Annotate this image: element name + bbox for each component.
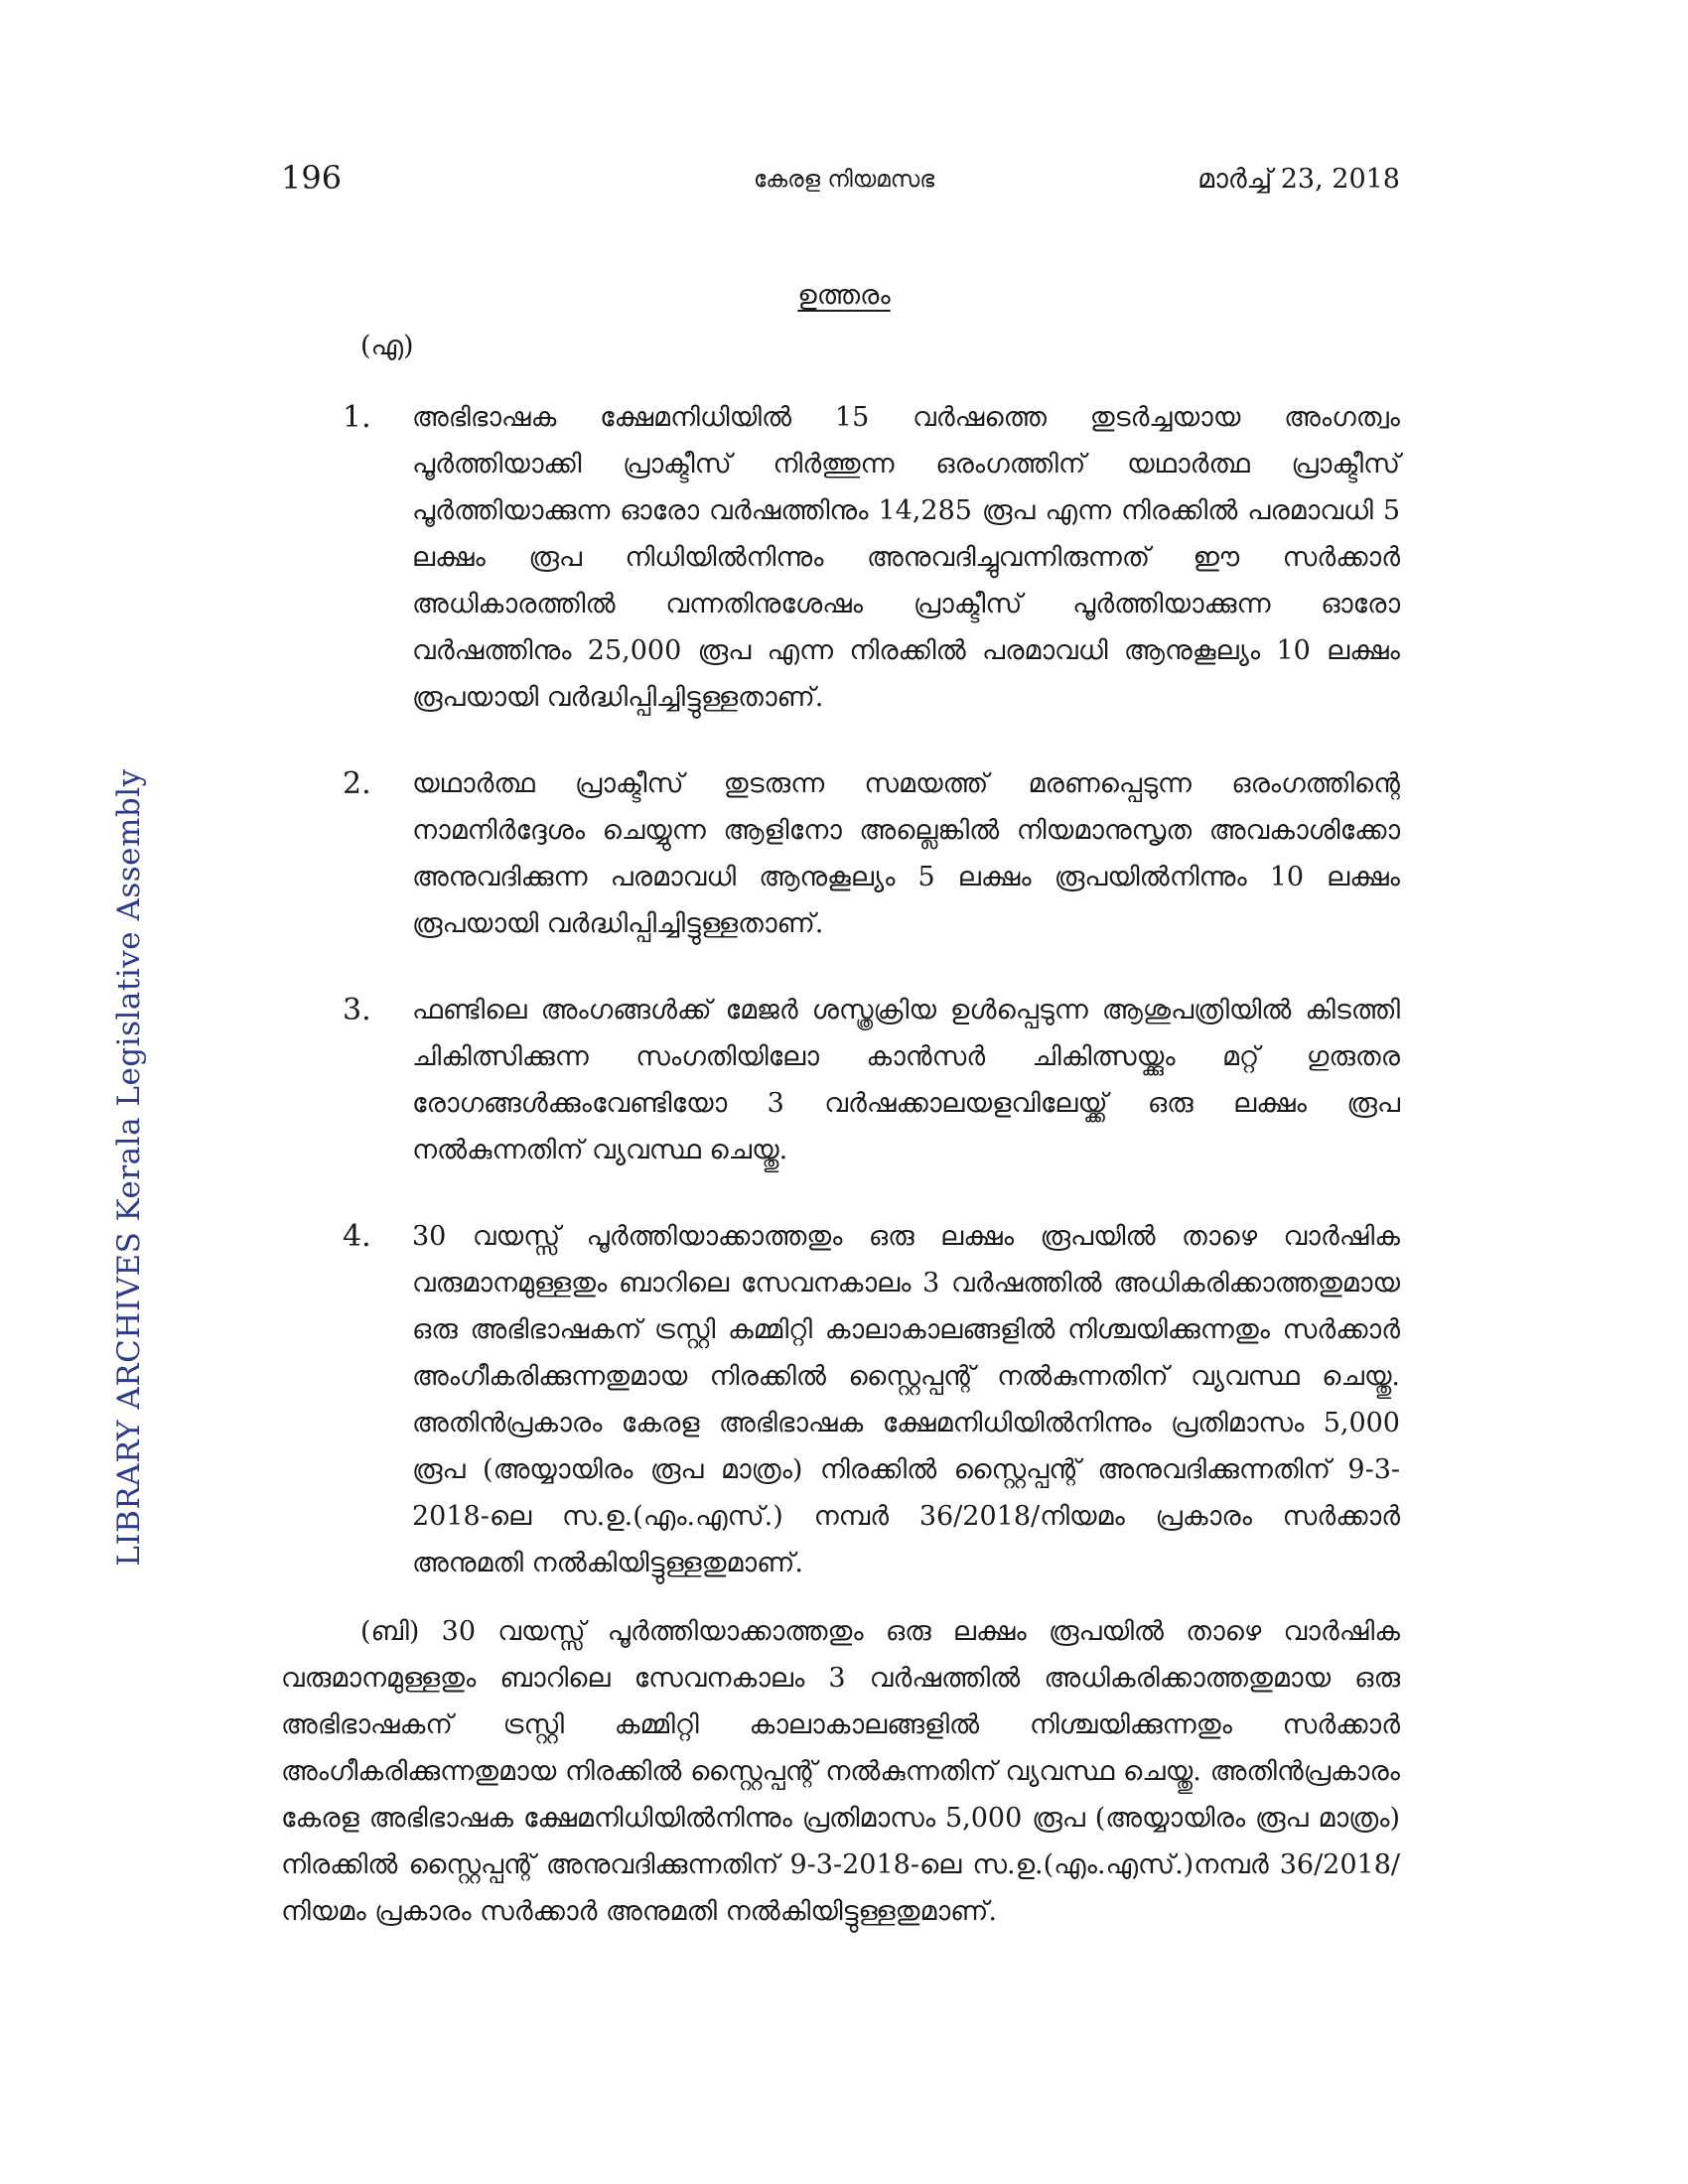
header-title: കേരള നിയമസഭ <box>753 167 935 193</box>
archive-watermark: LIBRARY ARCHIVES Kerala Legislative Assembly <box>111 768 147 1567</box>
item-number: 1. <box>343 400 371 435</box>
item-number: 2. <box>343 766 371 801</box>
answer-list <box>343 394 1400 1586</box>
part-b-paragraph: (ബി) 30 വയസ്സ് പൂർത്തിയാക്കാത്തതും ഒരു ലക്ഷം രൂപയിൽ താഴെ വാർഷിക വരുമാനമുള്ളതും ബാറിലെ സേവനകാലം 3 വർഷത്തിൽ അധികരിക്കാത്തതുമായ ഒരു അഭിഭാഷകന് ട്രസ്റ്റി കമ്മിറ്റി കാലാകാലങ്ങളിൽ നിശ്ചയിക്കുന്നതും സർക്കാർ അംഗീകരിക്കുന്നതുമായ നിരക്കിൽ സ്റ്റൈപ്പന്റ് നൽകുന്നതിന് വ്യവസ്ഥ ചെയ്തു. അതിൻപ്രകാരം കേരള അഭിഭാഷക ക്ഷേമനിധിയിൽനിന്നും പ്രതിമാസം 5,000 രൂപ (അയ്യായിരം രൂപ മാത്രം) നിരക്കിൽ സ്റ്റൈപ്പന്റ് അനുവദിക്കുന്നതിന് 9-3-2018-ലെ സ.ഉ.(എം.എസ്.)നമ്പർ 36/2018/നിയമം പ്രകാരം സർക്കാർ അനുമതി നൽകിയിട്ടുള്ളതുമാണ്. <box>281 1616 1400 1927</box>
header-date: മാർച്ച് 23, 2018 <box>1197 164 1400 195</box>
page-number: 196 <box>281 159 343 197</box>
list-item <box>343 394 1400 721</box>
part-a-label: (എ) <box>360 331 414 361</box>
item-text: യഥാർത്ഥ പ്രാക്ടീസ് തുടരുന്ന സമയത്ത് മരണപ്പെടുന്ന ഒരംഗത്തിന്റെ നാമനിർദ്ദേശം ചെയ്യുന്ന ആളിനോ അല്ലെങ്കിൽ നിയമാനുസൃത അവകാശിക്കോ അനുവദിക്കുന്ന പരമാവധി ആനുകൂല്യം 5 ലക്ഷം രൂപയിൽനിന്നും 10 ലക്ഷം രൂപയായി വർദ്ധിപ്പിച്ചിട്ടുള്ളതാണ്. <box>412 768 1400 939</box>
item-number: 3. <box>343 993 371 1027</box>
item-text: 30 വയസ്സ് പൂർത്തിയാക്കാത്തതും ഒരു ലക്ഷം രൂപയിൽ താഴെ വാർഷിക വരുമാനമുള്ളതും ബാറിലെ സേവനകാലം 3 വർഷത്തിൽ അധികരിക്കാത്തതുമായ ഒരു അഭിഭാഷകന് ട്രസ്റ്റി കമ്മിറ്റി കാലാകാലങ്ങളിൽ നിശ്ചയിക്കുന്നതും സർക്കാർ അംഗീകരിക്കുന്നതുമായ നിരക്കിൽ സ്റ്റൈപ്പന്റ് നൽകുന്നതിന് വ്യവസ്ഥ ചെയ്തു. അതിൻപ്രകാരം കേരള അഭിഭാഷക ക്ഷേമനിധിയിൽനിന്നും പ്രതിമാസം 5,000 രൂപ (അയ്യായിരം രൂപ മാത്രം) നിരക്കിൽ സ്റ്റൈപ്പന്റ് അനുവദിക്കുന്നതിന് 9-3-2018-ലെ സ.ഉ.(എം.എസ്.) നമ്പർ 36/2018/നിയമം പ്രകാരം സർക്കാർ അനുമതി നൽകിയിട്ടുള്ളതുമാണ്. <box>412 1221 1400 1578</box>
item-text: അഭിഭാഷക ക്ഷേമനിധിയിൽ 15 വർഷത്തെ തുടർച്ചയായ അംഗത്വം പൂർത്തിയാക്കി പ്രാക്ടീസ് നിർത്തുന്ന ഒരംഗത്തിന് യഥാർത്ഥ പ്രാക്ടീസ് പൂർത്തിയാക്കുന്ന ഓരോ വർഷത്തിനും 14,285 രൂപ എന്ന നിരക്കിൽ പരമാവധി 5 ലക്ഷം രൂപ നിധിയിൽനിന്നും അനുവദിച്ചുവന്നിരുന്നത് ഈ സർക്കാർ അധികാരത്തിൽ വന്നതിനുശേഷം പ്രാക്ടീസ് പൂർത്തിയാക്കുന്ന ഓരോ വർഷത്തിനും 25,000 രൂപ എന്ന നിരക്കിൽ പരമാവധി ആനുകൂല്യം 10 ലക്ഷം രൂപയായി വർദ്ധിപ്പിച്ചിട്ടുള്ളതാണ്. <box>412 402 1400 713</box>
list-item <box>343 987 1400 1173</box>
item-number: 4. <box>343 1219 371 1254</box>
item-text: ഫണ്ടിലെ അംഗങ്ങൾക്ക് മേജർ ശസ്ത്രക്രിയ ഉൾപ്പെടുന്ന ആശുപത്രിയിൽ കിടത്തി ചികിത്സിക്കുന്ന സംഗതിയിലോ കാൻസർ ചികിത്സയ്ക്കും മറ്റ് ഗുരുതര രോഗങ്ങൾക്കുംവേണ്ടിയോ 3 വർഷക്കാലയളവിലേയ്ക്ക് ഒരു ലക്ഷം രൂപ നൽകുന്നതിന് വ്യവസ്ഥ ചെയ്തു. <box>412 995 1400 1165</box>
list-item <box>343 1213 1400 1586</box>
list-item <box>343 760 1400 947</box>
answer-heading: ഉത്തരം <box>797 280 891 311</box>
